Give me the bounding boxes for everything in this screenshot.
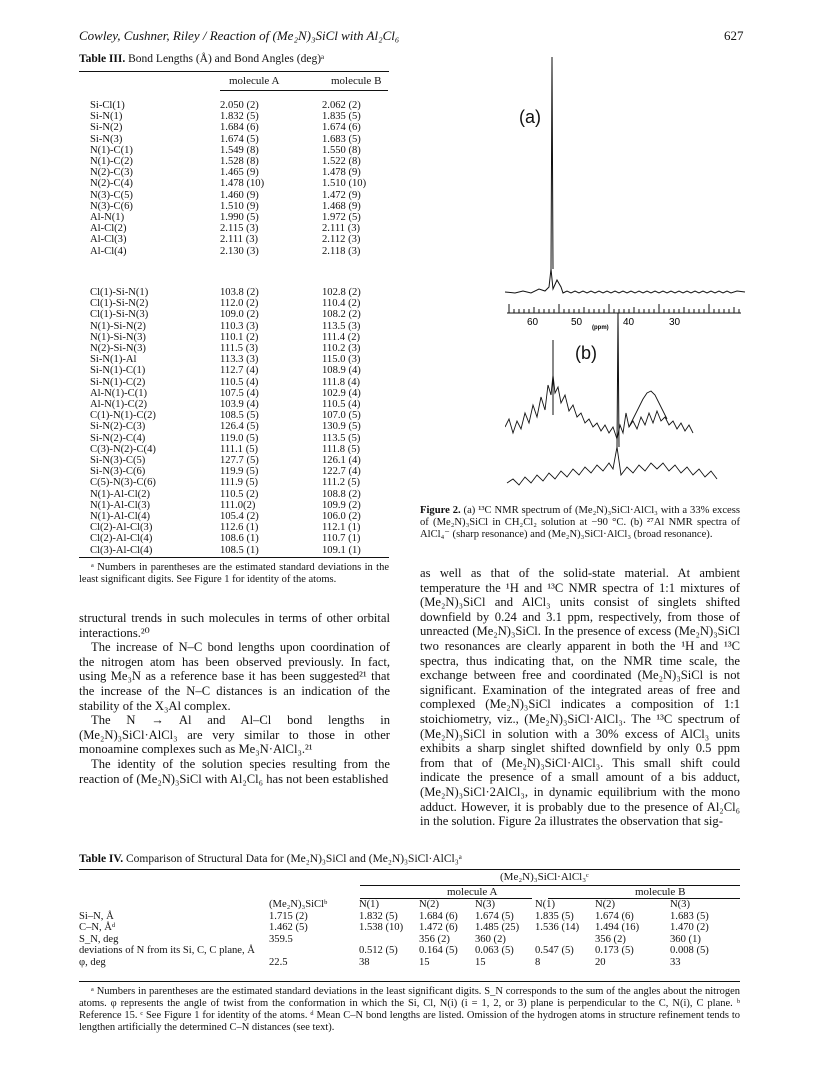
table-cell: 127.7 (5)	[220, 455, 259, 467]
table-cell: 110.5 (2)	[220, 488, 259, 500]
paragraph: The identity of the solution species resulting from the reaction of (Me₂N)₃SiCl with Al₂Cl₆ has not been established	[79, 756, 390, 786]
table-cell: 1.510 (10)	[322, 178, 367, 190]
table-row	[90, 545, 412, 556]
table-cell: 119.0 (5)	[220, 432, 259, 444]
tick-label: 50	[571, 317, 583, 328]
table-cell: 109.1 (1)	[322, 544, 361, 556]
table-row	[90, 201, 412, 212]
table-row	[90, 489, 412, 500]
table-row	[90, 100, 412, 111]
table-cell: 111.5 (3)	[220, 343, 259, 355]
table-cell: 102.8 (2)	[322, 287, 361, 298]
table-cell: 112.0 (2)	[220, 298, 259, 310]
table-cell: 113.3 (3)	[220, 354, 259, 366]
table-row	[90, 388, 412, 399]
table-cell: N(1)-Al-Cl(2)	[90, 488, 151, 500]
table-cell: C(5)-N(3)-C(6)	[90, 477, 156, 489]
table-cell: Si–N, Å	[79, 910, 114, 922]
table-cell: 108.6 (1)	[220, 533, 259, 545]
table-row	[90, 212, 412, 223]
table-cell: Cl(1)-Si-N(2)	[90, 298, 149, 310]
table-cell: Si-N(3)-C(5)	[90, 455, 146, 467]
table4-footnote: ᵃ Numbers in parentheses are the estimated standard deviations in the least significant digits. S_N corresponds to the sum of the angles about the nitrogen atoms. φ represents the angle of twist from the conformation in which the Si, Cl, N(i) (i = 1, 2, or 3) plane is perpendicular to the C, N(i), C plane. ᵇ Reference 15. ᶜ See Figure 1 for identity of the atoms. ᵈ Mean C–N bond lengths are listed. Omission of the hydrogen atoms in structure refinement tends to lengthen artificially the determined C–N distances (see text).	[79, 986, 740, 1033]
axis-unit: (ppm)	[592, 325, 609, 331]
spectrum-b-label: (b)	[575, 343, 597, 363]
table-cell: 2.050 (2)	[220, 100, 259, 111]
table-cell: 112.6 (1)	[220, 522, 259, 534]
table-cell: Si-N(3)	[90, 133, 123, 145]
table-cell: 0.008 (5)	[670, 945, 709, 957]
table3-angles	[90, 287, 412, 556]
table-cell: 112.7 (4)	[220, 365, 259, 377]
table-cell: 110.5 (4)	[322, 399, 361, 411]
table-cell: 356 (2)	[595, 933, 626, 945]
figure2-caption	[420, 505, 740, 542]
table-cell: Si-N(1)-Al	[90, 354, 137, 366]
table-cell: 1.462 (5)	[269, 922, 308, 934]
table3-col-a: molecule A	[229, 75, 280, 87]
table-cell: 0.063 (5)	[475, 945, 514, 957]
table3-caption	[79, 53, 324, 65]
table-row	[90, 466, 412, 477]
table-cell: 2.111 (3)	[220, 234, 259, 246]
table4-label: Table IV.	[79, 853, 124, 865]
table-cell: 110.2 (3)	[322, 343, 361, 355]
table-row	[79, 911, 740, 923]
paragraph: The N → Al and Al–Cl bond lengths in (Me₂N)₃SiCl·AlCl₃ are very similar to those in other monoamine complexes such as Me₃N·AlCl₃.²¹	[79, 713, 390, 757]
table-cell: N(1)-C(2)	[90, 156, 133, 168]
table-cell: N(3)-C(5)	[90, 189, 133, 201]
table-cell: C(3)-N(2)-C(4)	[90, 443, 156, 455]
table-cell: 1.684 (6)	[419, 910, 458, 922]
table-cell: N(3)-C(6)	[90, 200, 133, 212]
table-cell: 1.683 (5)	[670, 910, 709, 922]
table-cell: 20	[595, 956, 606, 968]
table-cell: 1.549 (8)	[220, 144, 259, 156]
table-cell: 1.470 (2)	[670, 922, 709, 934]
table-cell: 1.674 (6)	[595, 910, 634, 922]
tick-label: 40	[623, 317, 635, 328]
table3-col-b: molecule B	[331, 75, 382, 87]
table4-col: N(2)	[419, 899, 440, 910]
figure2-caption-text: (a) ¹³C NMR spectrum of (Me₂N)₃SiCl·AlCl₃ with a 33% excess of (Me₂N)₃SiCl in CH₂Cl₂ solution at −90 °C. (b) ²⁷Al NMR spectra of AlCl₄⁻ (sharp resonance) and (Me₂N)₃SiCl·AlCl₃ (broad resonance).	[420, 505, 740, 541]
table-cell: N(2)-Si-N(3)	[90, 343, 146, 355]
running-header: Cowley, Cushner, Riley / Reaction of (Me₂N)₃SiCl with Al₂Cl₆	[79, 28, 400, 43]
table-row	[90, 178, 412, 189]
table-row	[90, 223, 412, 234]
table-cell: 2.062 (2)	[322, 100, 361, 111]
table-cell: 110.7 (1)	[322, 533, 361, 545]
table-cell: Al-N(1)-C(2)	[90, 399, 148, 411]
paragraph: structural trends in such molecules in terms of other orbital interactions.²⁰	[79, 611, 390, 640]
table-cell: N(2)-C(4)	[90, 178, 133, 190]
table-cell: 111.1 (5)	[220, 443, 259, 455]
table4-group-header: (Me₂N)₃SiCl·AlCl₃ᶜ	[500, 871, 589, 883]
table-row	[90, 533, 412, 544]
table4	[79, 899, 740, 969]
table-row	[90, 246, 412, 257]
table-cell: 119.9 (5)	[220, 466, 259, 478]
table-cell: 105.4 (2)	[220, 511, 259, 523]
table4-mol-a: molecule A	[447, 886, 498, 898]
spectrum-b-trace	[505, 375, 693, 439]
table-row	[90, 365, 412, 376]
table-cell: 108.9 (4)	[322, 365, 361, 377]
table-cell: 2.130 (3)	[220, 245, 259, 257]
table-row	[90, 321, 412, 332]
table-cell: 112.1 (1)	[322, 522, 361, 534]
table-row	[90, 122, 412, 133]
table-cell: 108.5 (5)	[220, 410, 259, 422]
table-cell: 113.5 (5)	[322, 432, 361, 444]
table-cell: 111.0(2)	[220, 499, 256, 511]
page-number: 627	[724, 28, 744, 43]
table-cell: 360 (1)	[670, 933, 701, 945]
table-row	[90, 190, 412, 201]
table-cell: 360 (2)	[475, 933, 506, 945]
table-row	[90, 444, 412, 455]
table-row	[90, 234, 412, 245]
table-cell: Al-N(1)	[90, 212, 125, 224]
table-cell: Si-N(2)-C(3)	[90, 421, 146, 433]
table-cell: 106.0 (2)	[322, 511, 361, 523]
table4-title: Comparison of Structural Data for (Me₂N)₃SiCl and (Me₂N)₃SiCl·AlCl₃ᵃ	[123, 853, 462, 865]
table-cell: 1.683 (5)	[322, 133, 361, 145]
table-cell: 107.0 (5)	[322, 410, 361, 422]
table-cell: N(2)-C(3)	[90, 167, 133, 179]
table-row	[90, 156, 412, 167]
table-cell: 1.485 (25)	[475, 922, 520, 934]
table-row	[90, 298, 412, 309]
table-cell: 1.538 (10)	[359, 922, 404, 934]
table-row	[90, 354, 412, 365]
table-row	[90, 410, 412, 421]
table-cell: 0.164 (5)	[419, 945, 458, 957]
table-cell: 1.472 (6)	[419, 922, 458, 934]
table-cell: 359.5	[269, 933, 293, 945]
table-cell: 1.990 (5)	[220, 212, 259, 224]
table-cell: 22.5	[269, 956, 288, 968]
table-cell: 356 (2)	[419, 933, 450, 945]
table-cell: 2.118 (3)	[322, 245, 361, 257]
table-cell: Al-Cl(3)	[90, 234, 127, 246]
table-row	[90, 309, 412, 320]
table-row	[79, 945, 740, 957]
table-row	[90, 455, 412, 466]
table-row	[90, 421, 412, 432]
table4-caption	[79, 853, 462, 865]
table-cell: 115.0 (3)	[322, 354, 361, 366]
table-cell: Si-Cl(1)	[90, 100, 125, 111]
table-cell: 8	[535, 956, 541, 968]
table-cell: 122.7 (4)	[322, 466, 361, 478]
table-cell: 111.8 (5)	[322, 443, 361, 455]
table-cell: C–N, Åᵈ	[79, 922, 116, 934]
table-cell: 110.5 (4)	[220, 376, 259, 388]
table-row	[90, 145, 412, 156]
table-cell: 1.684 (6)	[220, 122, 259, 134]
table-cell: 1.832 (5)	[359, 910, 398, 922]
table3-lengths	[90, 100, 412, 257]
table-cell: 1.478 (10)	[220, 178, 265, 190]
table-row	[90, 399, 412, 410]
table-cell: 1.715 (2)	[269, 910, 308, 922]
table-cell: Si-N(2)	[90, 122, 123, 134]
spectrum-a-trace	[505, 269, 745, 293]
table4-mol-b: molecule B	[635, 886, 686, 898]
table-row	[79, 957, 740, 969]
table-cell: 1.832 (5)	[220, 111, 259, 123]
table3-footnote: ᵃ Numbers in parentheses are the estimated standard deviations in the least significant digits. See Figure 1 for identity of the atoms.	[79, 562, 389, 585]
table3-title: Bond Lengths (Å) and Bond Angles (deg)ᵃ	[125, 53, 325, 65]
table-cell: deviations of N from its Si, C, C plane, Å	[79, 945, 255, 957]
table-cell: Cl(2)-Al-Cl(4)	[90, 533, 153, 545]
table-cell: 1.674 (5)	[220, 133, 259, 145]
table-cell: 110.3 (3)	[220, 320, 259, 332]
table-cell: 1.835 (5)	[535, 910, 574, 922]
table-cell: 1.835 (5)	[322, 111, 361, 123]
table-cell: Si-N(2)-C(4)	[90, 432, 146, 444]
table-cell: 1.550 (8)	[322, 144, 361, 156]
table-cell: Cl(3)-Al-Cl(4)	[90, 544, 153, 556]
table-cell: C(1)-N(1)-C(2)	[90, 410, 156, 422]
tick-label: 60	[527, 317, 539, 328]
table-cell: 108.2 (2)	[322, 309, 361, 321]
right-column-text	[420, 566, 740, 829]
table-cell: 15	[475, 956, 486, 968]
table-cell: 15	[419, 956, 430, 968]
table-cell: N(1)-Si-N(2)	[90, 320, 146, 332]
table-cell: 1.510 (9)	[220, 200, 259, 212]
table-cell: 2.111 (3)	[322, 223, 361, 235]
table-cell: 1.494 (16)	[595, 922, 640, 934]
table-cell: Cl(2)-Al-Cl(3)	[90, 522, 153, 534]
table-cell: φ, deg	[79, 956, 106, 968]
table-row	[90, 511, 412, 522]
table-cell: N(1)-C(1)	[90, 144, 133, 156]
figure2-label: Figure 2.	[420, 505, 461, 516]
table-cell: 1.674 (5)	[475, 910, 514, 922]
table-cell: 111.4 (2)	[322, 331, 361, 343]
table-cell: 2.115 (3)	[220, 223, 259, 235]
left-column-text	[79, 611, 390, 786]
table-cell: Cl(1)-Si-N(1)	[90, 287, 149, 298]
tick-label: 30	[669, 317, 681, 328]
table-row	[90, 377, 412, 388]
table-cell: Al-N(1)-C(1)	[90, 387, 148, 399]
table3-label: Table III.	[79, 53, 126, 65]
table-cell: 1.460 (9)	[220, 189, 259, 201]
table-cell: 0.547 (5)	[535, 945, 574, 957]
table-cell: 33	[670, 956, 681, 968]
table-row	[90, 167, 412, 178]
figure2-spectra	[505, 55, 750, 495]
table-row	[79, 922, 740, 934]
table-row	[79, 934, 740, 946]
table-cell: 1.472 (9)	[322, 189, 361, 201]
table-cell: 113.5 (3)	[322, 320, 361, 332]
spectrum-a-peak	[551, 57, 553, 269]
table-cell: 126.1 (4)	[322, 455, 361, 467]
table4-header-row	[79, 899, 740, 911]
table4-col: N(1)	[535, 899, 556, 910]
table-cell: Si-N(1)-C(2)	[90, 376, 146, 388]
table-row	[90, 343, 412, 354]
table-cell	[359, 934, 419, 946]
table-cell: 108.5 (1)	[220, 544, 259, 556]
spectrum-b-sharp-peak	[617, 313, 619, 447]
table-cell: Al-Cl(4)	[90, 245, 127, 257]
table-cell: S_N, deg	[79, 933, 119, 945]
paragraph: as well as that of the solid-state material. At ambient temperature the ¹H and ¹³C NMR spectra of 1:1 mixtures of (Me₂N)₃SiCl and AlCl₃ units consist of singlets shifted downfield by 0.24 and 3.1 ppm, respectively, from those of unreacted (Me₂N)₃SiCl. In the presence of excess (Me₂N)₃SiCl two resonances are clearly apparent in both the ¹H and ¹³C spectra, thus indicating that, on the NMR time scale, the exchange between free and coordinated (Me₂N)₃SiCl is not significant. Examination of the integrated areas of free and complexed (Me₂N)₃SiCl indicates a composition of 1:1 stoichiometry, viz., (Me₂N)₃SiCl·AlCl₃. The ¹³C spectrum of (Me₂N)₃SiCl in solution with a 30% excess of AlCl₃ units exhibits a sharp singlet shifted downfield by only 0.5 ppm from that of (Me₂N)₃SiCl·AlCl₃. This small shift could indicate the presence of a small amount of a bis adduct, (Me₂N)₃SiCl·2AlCl₃, in dynamic equilibrium with the mono adduct. However, it is probably due to the presence of Al₂Cl₆ in the solution. Figure 2a illustrates the observation that sig-	[420, 566, 740, 829]
table-row	[90, 287, 412, 298]
table-cell: Cl(1)-Si-N(3)	[90, 309, 149, 321]
table-cell: 110.1 (2)	[220, 331, 259, 343]
table-cell: Si-N(1)	[90, 111, 123, 123]
table-cell: 1.478 (9)	[322, 167, 361, 179]
table-cell: 1.528 (8)	[220, 156, 259, 168]
table-row	[90, 134, 412, 145]
table-row	[90, 522, 412, 533]
table-cell: 2.112 (3)	[322, 234, 361, 246]
table-cell: 126.4 (5)	[220, 421, 259, 433]
table-cell: 38	[359, 956, 370, 968]
table-cell: N(1)-Si-N(3)	[90, 331, 146, 343]
table-cell: 1.972 (5)	[322, 212, 361, 224]
table-cell: 0.512 (5)	[359, 945, 398, 957]
table-cell	[269, 945, 359, 957]
table-row	[90, 433, 412, 444]
table-cell: 109.9 (2)	[322, 499, 361, 511]
spectrum-b-baseline	[507, 447, 717, 485]
table-cell: 110.4 (2)	[322, 298, 361, 310]
spectrum-b-broad	[629, 391, 667, 427]
table4-col: N(2)	[595, 899, 616, 910]
table-cell: Si-N(1)-C(1)	[90, 365, 146, 377]
table-cell: 1.468 (9)	[322, 200, 361, 212]
table-row	[90, 477, 412, 488]
table-row	[90, 111, 412, 122]
table-cell: Al-Cl(2)	[90, 223, 127, 235]
table-cell	[535, 934, 595, 946]
table-row	[90, 332, 412, 343]
table4-col: N(3)	[475, 899, 496, 910]
table4-col-free: (Me₂N)₃SiClᵇ	[269, 899, 328, 910]
table-cell: 0.173 (5)	[595, 945, 634, 957]
table-cell: N(1)-Al-Cl(4)	[90, 511, 151, 523]
table-cell: N(1)-Al-Cl(3)	[90, 499, 151, 511]
table-cell: 102.9 (4)	[322, 387, 361, 399]
table-cell: 1.522 (8)	[322, 156, 361, 168]
table-cell: 1.536 (14)	[535, 922, 580, 934]
table4-col: N(3)	[670, 899, 691, 910]
table-cell: 108.8 (2)	[322, 488, 361, 500]
table-cell: 111.9 (5)	[220, 477, 259, 489]
table-cell: 111.8 (4)	[322, 376, 361, 388]
table-row	[90, 500, 412, 511]
table-cell: 103.9 (4)	[220, 399, 259, 411]
table-cell: 111.2 (5)	[322, 477, 361, 489]
nmr-spectra	[505, 55, 750, 495]
table-cell: 130.9 (5)	[322, 421, 361, 433]
table-cell: 1.674 (6)	[322, 122, 361, 134]
table-cell: 1.465 (9)	[220, 167, 259, 179]
table-cell: Si-N(3)-C(6)	[90, 466, 146, 478]
table-cell: 103.8 (2)	[220, 287, 259, 298]
table-cell: 109.0 (2)	[220, 309, 259, 321]
paragraph: The increase of N–C bond lengths upon coordination of the nitrogen atom has been observed previously. In fact, using Me₃N as a reference base it has been suggested²¹ that the increase of the N–C distances is an indication of the stability of the X₃Al complex.	[79, 640, 390, 713]
spectrum-a-label: (a)	[519, 107, 541, 127]
table4-col: N(1)	[359, 899, 380, 910]
table-cell: 107.5 (4)	[220, 387, 259, 399]
